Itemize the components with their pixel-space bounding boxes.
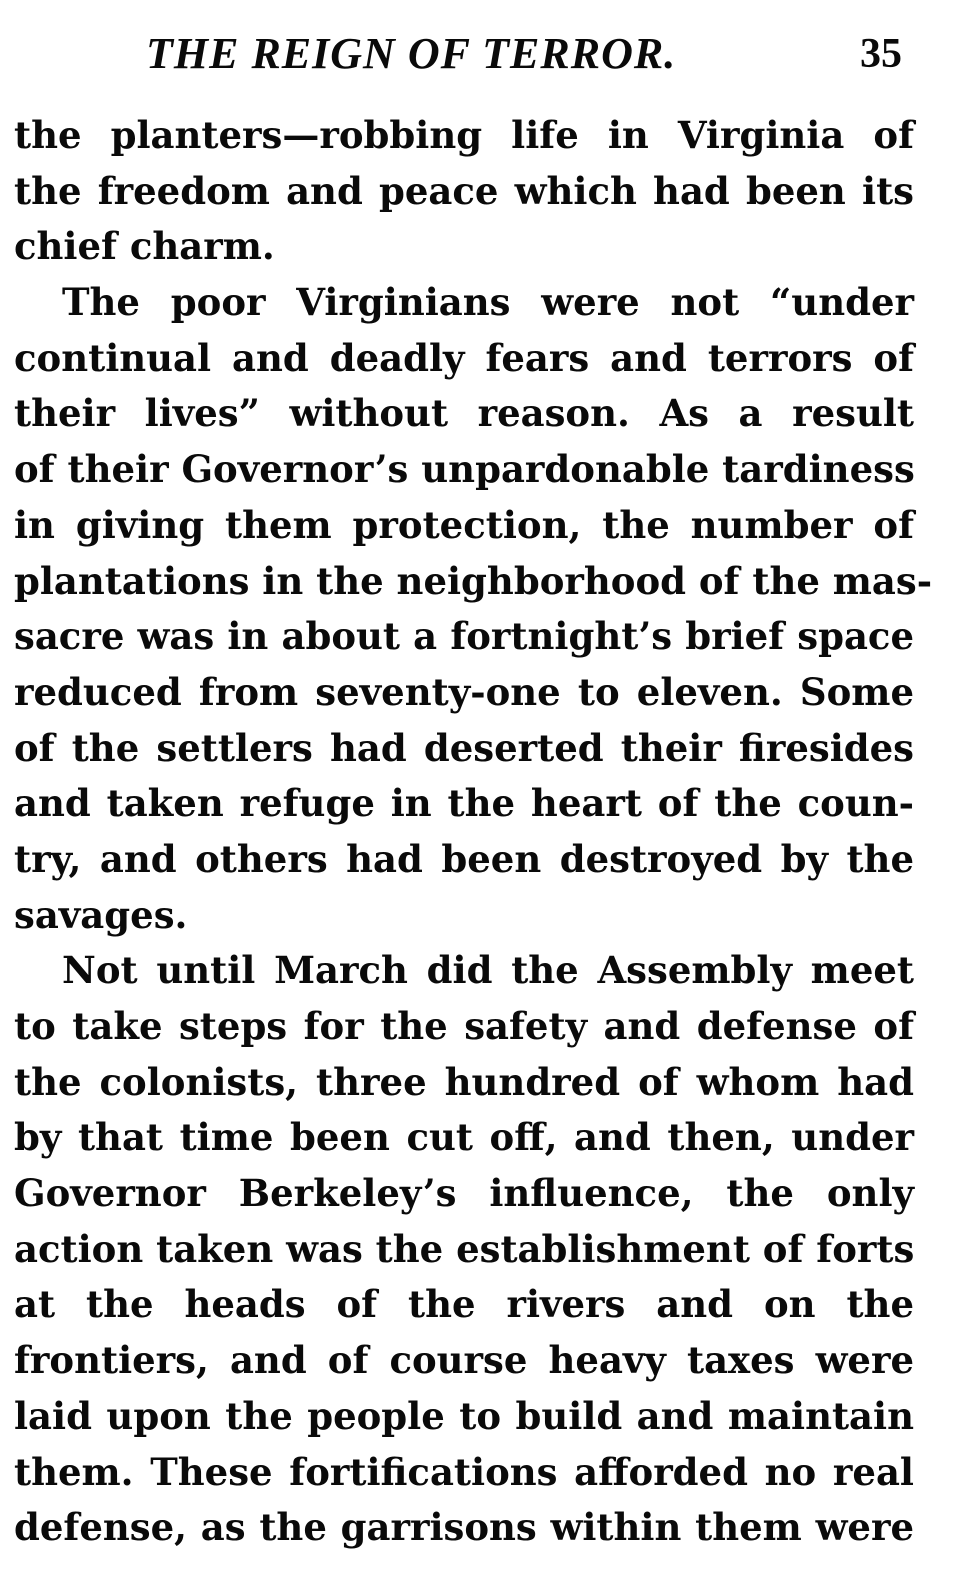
text-line: continual and deadly fears and terrors of bbox=[14, 335, 914, 380]
text-line: sacre was in about a fortnight’s brief space bbox=[14, 614, 914, 659]
text-line: their lives” without reason. As a result bbox=[14, 391, 914, 436]
text-line: of the settlers had deserted their firesides bbox=[14, 725, 914, 770]
text-line: try, and others had been destroyed by the bbox=[14, 836, 914, 881]
text-line: to take steps for the safety and defense of bbox=[14, 1004, 914, 1048]
paragraph-2 bbox=[14, 275, 933, 943]
text-line: frontiers, and of course heavy taxes were bbox=[14, 1338, 914, 1383]
text-line: Not until March did the Assembly meet bbox=[62, 948, 914, 993]
text-line: and taken refuge in the heart of the coun- bbox=[14, 781, 914, 826]
text-line: laid upon the people to build and maintain bbox=[14, 1393, 914, 1438]
text-line: defense, as the garrisons within them were bbox=[14, 1505, 914, 1550]
text-line: by that time been cut off, and then, under bbox=[14, 1115, 914, 1160]
paragraph-3 bbox=[14, 943, 914, 1556]
text-line: chief charm. bbox=[14, 224, 275, 269]
page-number: 35 bbox=[860, 31, 902, 77]
paragraph-1 bbox=[14, 108, 914, 275]
text-line: plantations in the neighborhood of the mas- bbox=[14, 558, 933, 603]
text-line: the freedom and peace which had been its bbox=[14, 168, 914, 213]
text-line: the planters—robbing life in Virginia of bbox=[14, 113, 914, 157]
text-line: of their Governor’s unpardonable tardiness bbox=[14, 447, 915, 492]
running-head bbox=[0, 26, 958, 82]
text-line: action taken was the establishment of forts bbox=[14, 1226, 915, 1271]
text-line: savages. bbox=[14, 892, 188, 937]
text-line: reduced from seventy-one to eleven. Some bbox=[14, 669, 914, 714]
running-title: THE REIGN OF TERROR. bbox=[146, 29, 677, 78]
text-line: in giving them protection, the number of bbox=[14, 502, 914, 547]
text-line: Governor Berkeley’s influence, the only bbox=[14, 1171, 914, 1216]
body-text bbox=[14, 108, 933, 1556]
text-line: at the heads of the rivers and on the bbox=[14, 1282, 914, 1327]
text-line: The poor Virginians were not “under bbox=[62, 280, 914, 325]
text-line: the colonists, three hundred of whom had bbox=[14, 1059, 914, 1104]
text-line: them. These fortifications afforded no real bbox=[14, 1449, 914, 1494]
